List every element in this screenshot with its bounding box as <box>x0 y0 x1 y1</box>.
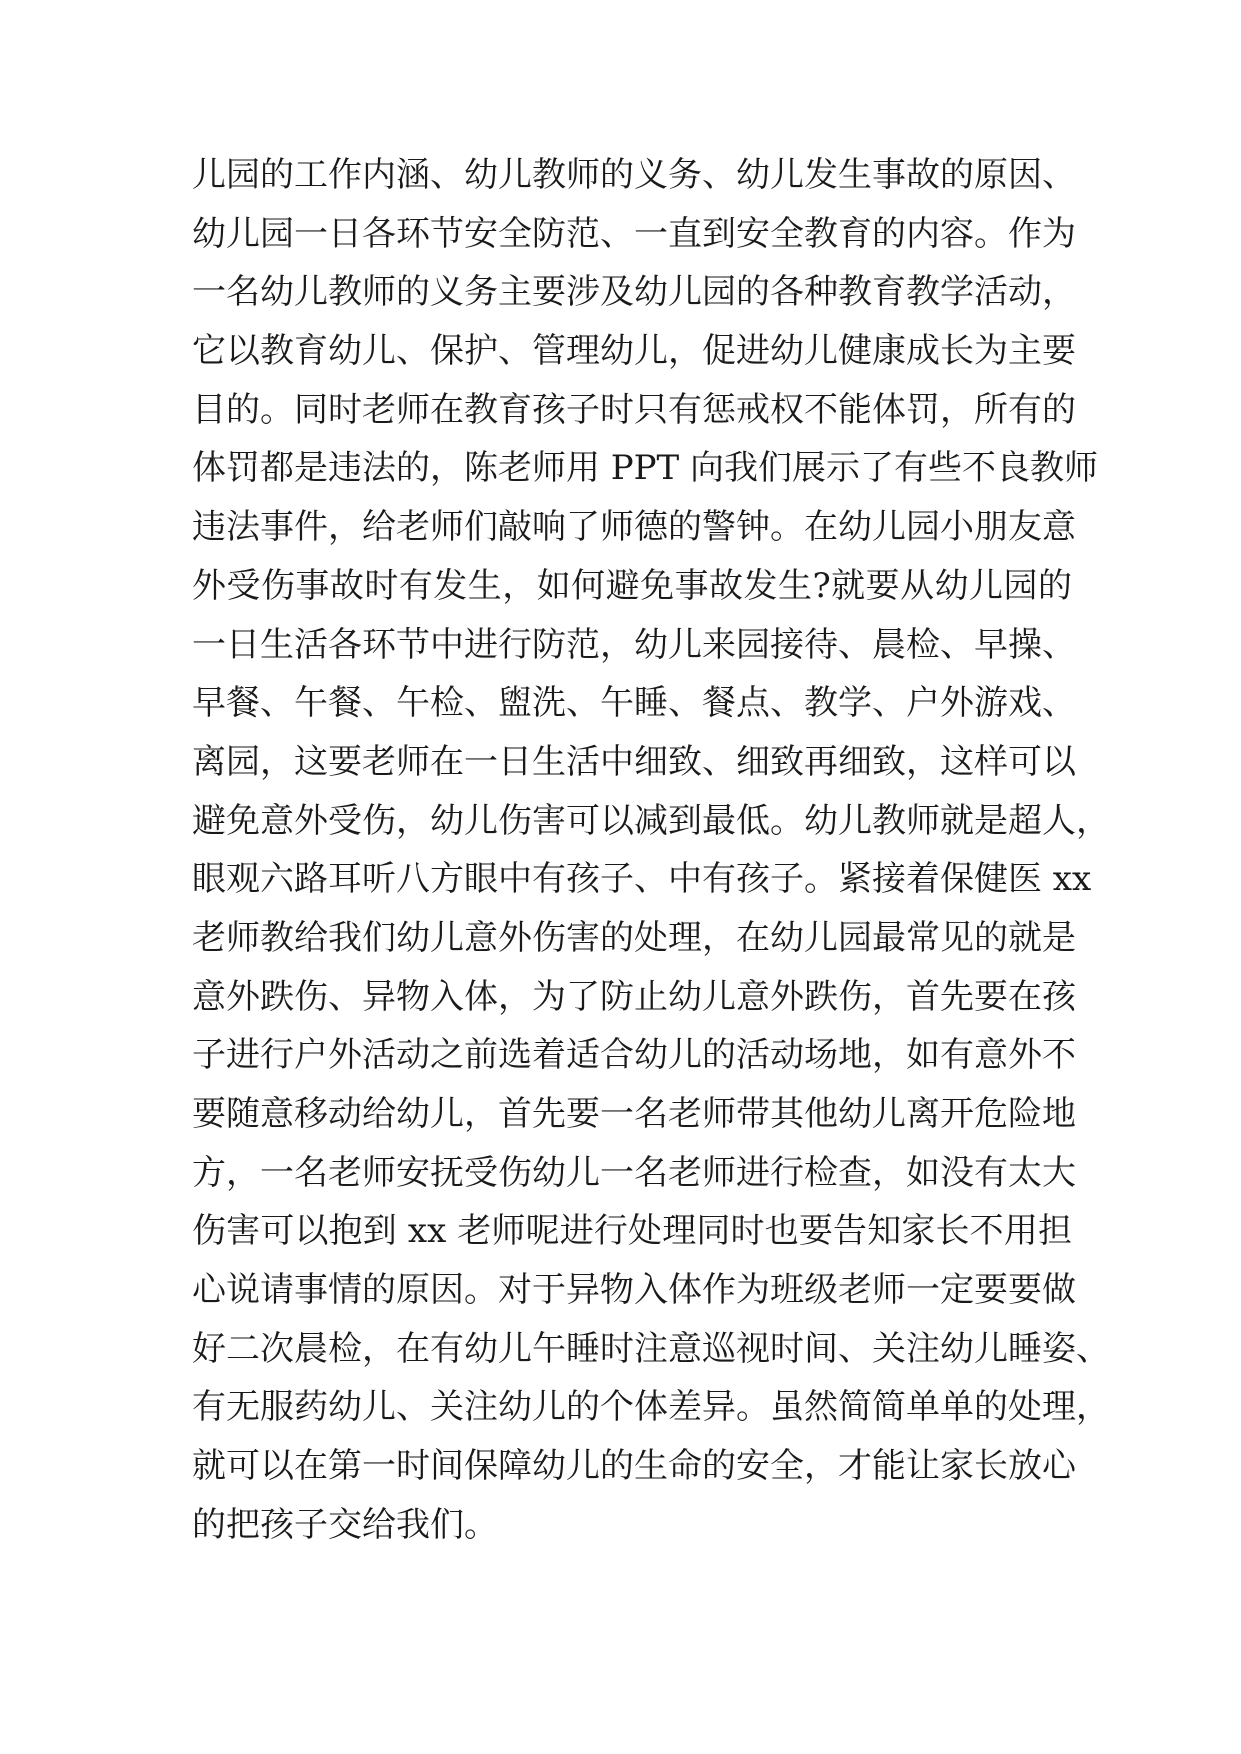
text-line: 子进行户外活动之前选着适合幼儿的活动场地，如有意外不 <box>192 1035 1076 1076</box>
text-line: 眼观六路耳听八方眼中有孩子、中有孩子。紧接着保健医 xx <box>192 859 1092 900</box>
text-line: 伤害可以抱到 xx 老师呢进行处理同时也要告知家长不用担 <box>192 1211 1072 1252</box>
text-line: 心说请事情的原因。对于异物入体作为班级老师一定要要做 <box>192 1270 1076 1311</box>
text-line: 离园，这要老师在一日生活中细致、细致再细致，这样可以 <box>192 741 1076 782</box>
text-line: 体罚都是违法的，陈老师用 PPT 向我们展示了有些不良教师 <box>192 448 1099 489</box>
text-line: 外受伤事故时有发生，如何避免事故发生?就要从幼儿园的 <box>192 565 1072 606</box>
text-line: 目的。同时老师在教育孩子时只有惩戒权不能体罚，所有的 <box>192 389 1076 430</box>
text-line: 违法事件，给老师们敲响了师德的警钟。在幼儿园小朋友意 <box>192 507 1076 548</box>
text-line: 方，一名老师安抚受伤幼儿一名老师进行检查，如没有太大 <box>192 1152 1076 1193</box>
text-line: 意外跌伤、异物入体，为了防止幼儿意外跌伤，首先要在孩 <box>192 976 1076 1017</box>
text-line: 儿园的工作内涵、幼儿教师的义务、幼儿发生事故的原因、 <box>192 155 1076 195</box>
text-line: 一日生活各环节中进行防范，幼儿来园接待、晨检、早操、 <box>192 624 1076 665</box>
text-line: 好二次晨检，在有幼儿午睡时注意巡视时间、关注幼儿睡姿、 <box>192 1328 1110 1369</box>
text-line: 老师教给我们幼儿意外伤害的处理，在幼儿园最常见的就是 <box>192 917 1076 958</box>
body-paragraph <box>192 146 1110 1555</box>
text-line: 有无服药幼儿、关注幼儿的个体差异。虽然简简单单的处理， <box>192 1387 1110 1428</box>
text-line: 避免意外受伤，幼儿伤害可以减到最低。幼儿教师就是超人， <box>192 800 1110 841</box>
text-line: 的把孩子交给我们。 <box>192 1504 498 1545</box>
text-line: 幼儿园一日各环节安全防范、一直到安全教育的内容。作为 <box>192 213 1076 254</box>
text-line: 就可以在第一时间保障幼儿的生命的安全，才能让家长放心 <box>192 1446 1076 1487</box>
text-line: 要随意移动给幼儿，首先要一名老师带其他幼儿离开危险地 <box>192 1094 1076 1134</box>
text-line: 一名幼儿教师的义务主要涉及幼儿园的各种教育教学活动， <box>192 272 1076 313</box>
text-line: 它以教育幼儿、保护、管理幼儿，促进幼儿健康成长为主要 <box>192 331 1076 372</box>
text-line: 早餐、午餐、午检、盥洗、午睡、餐点、教学、户外游戏、 <box>192 683 1076 724</box>
